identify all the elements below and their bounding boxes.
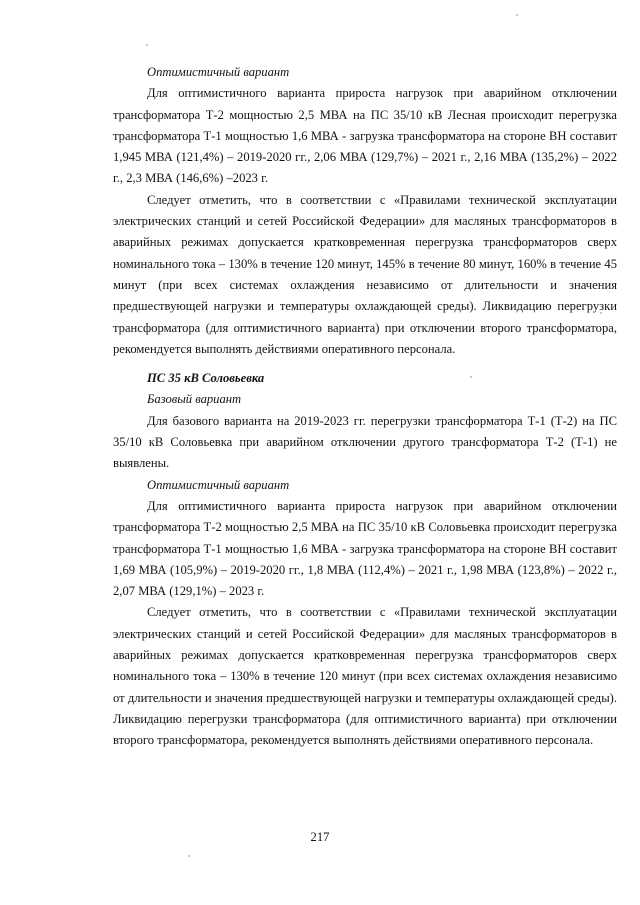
subheading-optimistic-lesnaya: Оптимистичный вариант xyxy=(147,65,290,79)
section-heading-solovyevka: ПС 35 кВ Соловьевка xyxy=(147,371,265,386)
paragraph-solovyevka-overload: Для оптимистичного варианта прироста нагрузок при аварийном отключении трансформатора Т-2 мощностью 2,5 МВА на ПС 35/10 кВ Соловьевка происходит перегрузка трансформатора Т-1 мощностью 1,6 МВА - загрузка трансформатора на стороне ВН составит 1,69 МВА (105,9%) – 2019-2020 гг., 1,8 МВА (112,4%) – 2021 г., 1,98 МВА (123,8%) – 2022 г., 2,07 МВА (129,1%) – 2023 г. xyxy=(113,498,617,599)
page-body xyxy=(113,62,617,752)
paragraph-base-variant: Для базового варианта на 2019-2023 гг. перегрузки трансформатора Т-1 (Т-2) на ПС 35/10 кВ Соловьевка при аварийном отключении другого трансформатора Т-2 (Т-1) не выявлены. xyxy=(113,413,617,471)
scan-speck xyxy=(516,14,518,16)
paragraph-lesnaya-rules-note: Следует отметить, что в соответствии с «Правилами технической эксплуатации электрических станций и сетей Российской Федерации» для масляных трансформаторов в аварийных режимах допускается кратковременная перегрузка трансформаторов сверх номинального тока – 130% в течение 120 минут, 145% в течение 80 минут, 160% в течение 45 минут (при всех системах охлаждения независимо от длительности и значения предшествующей нагрузки и температуры охлаждающей среды). Ликвидацию перегрузки трансформатора (для оптимистичного варианта) при отключении второго трансформатора, рекомендуется выполнять действиями оперативного персонала. xyxy=(113,192,617,356)
subheading-base-variant: Базовый вариант xyxy=(147,392,242,407)
paragraph-lesnaya-overload: Для оптимистичного варианта прироста нагрузок при аварийном отключении трансформатора Т-2 мощностью 2,5 МВА на ПС 35/10 кВ Лесная происходит перегрузка трансформатора Т-1 мощностью 1,6 МВА - загрузка трансформатора на стороне ВН составит 1,945 МВА (121,4%) – 2019-2020 гг., 2,06 МВА (129,7%) – 2021 г., 2,16 МВА (135,2%) – 2022 г., 2,3 МВА (146,6%) –2023 г. xyxy=(113,86,617,186)
paragraph-solovyevka-rules-note: Следует отметить, что в соответствии с «Правилами технической эксплуатации электрических станций и сетей Российской Федерации» для масляных трансформаторов в аварийных режимах допускается кратковременная перегрузка трансформаторов сверх номинального тока – 130% в течение 120 минут (при всех системах охлаждения независимо от длительности и значения предшествующей нагрузки и температуры охлаждающей среды). Ликвидацию перегрузки трансформатора (для оптимистичного варианта) при отключении второго трансформатора, рекомендуется выполнять действиями оперативного персонала. xyxy=(113,605,617,748)
subheading-optimistic-solovyevka: Оптимистичный вариант xyxy=(147,477,290,492)
page-number: 217 xyxy=(310,830,330,844)
scan-speck xyxy=(146,44,148,46)
scan-speck xyxy=(188,855,190,857)
